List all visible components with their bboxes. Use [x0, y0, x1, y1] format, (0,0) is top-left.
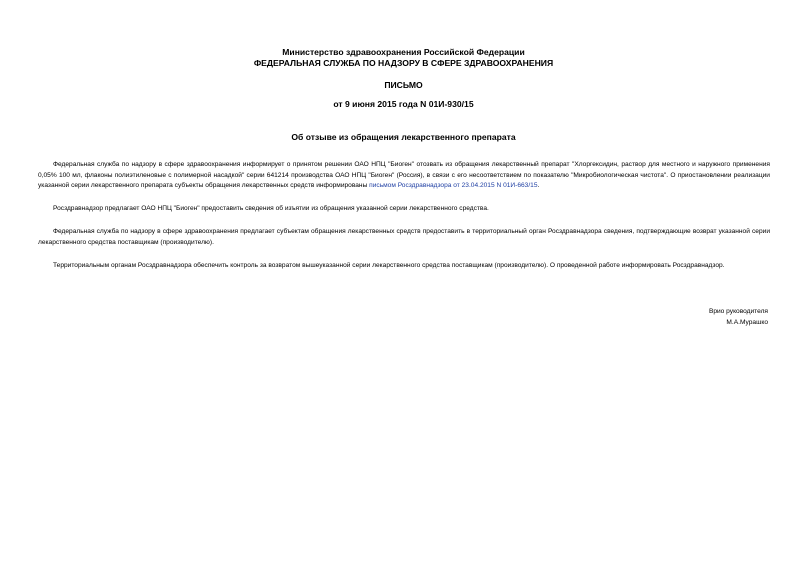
paragraph-2: Росздравнадзор предлагает ОАО НПЦ "Биоген" предоставить сведения об изъятии из обращения указанной серии лекарственного средства. [53, 205, 489, 213]
paragraph-1-text: Федеральная служба по надзору в сфере здравоохранения информирует о принятом решении ОАО НПЦ "Биоген" отозвать из обращения лекарственный препарат "Хлоргексидин, раствор для местного и наружного применения 0,05% 100 мл, флаконы полиэтиленовые с полимерной насадкой" серии 641214 производства ОАО НПЦ "Биоген" (Россия), в связи с его несоответствием по показателю "Микробиологическая чистота". О приостановлении реализации указанной серии лекарственного препарата субъекты обращения лекарственных средств информированы [38, 161, 770, 190]
reference-letter-link[interactable]: письмом Росздравнадзора от 23.04.2015 N 01И-663/15 [369, 182, 538, 190]
signature-block [709, 307, 768, 328]
ministry-heading: Министерство здравоохранения Российской Федерации [282, 47, 525, 57]
signatory-position: Врио руководителя [708, 308, 768, 315]
document-body [38, 160, 770, 284]
paragraph-1-end: . [537, 182, 540, 190]
document-subject: Об отзыве из обращения лекарственного препарата [291, 132, 516, 142]
service-heading: ФЕДЕРАЛЬНАЯ СЛУЖБА ПО НАДЗОРУ В СФЕРЕ ЗДРАВООХРАНЕНИЯ [253, 58, 554, 68]
paragraph-1 [38, 160, 770, 192]
document-type: ПИСЬМО [384, 80, 423, 90]
paragraph-4: Территориальным органам Росздравнадзора обеспечить контроль за возвратом вышеуказанной серии лекарственного средства поставщикам (производителю). О проведенной работе информировать Росздравнадзор. [53, 262, 725, 270]
document-date-number: от 9 июня 2015 года N 01И-930/15 [333, 99, 474, 109]
paragraph-3: Федеральная служба по надзору в сфере здравоохранения предлагает субъектам обращения лекарственных средств предоставить в территориальный орган Росздравнадзора сведения, подтверждающие возврат указанной серии лекарственного средства поставщикам (производителю). [38, 228, 770, 246]
signatory-name: М.А.Мурашко [726, 318, 768, 326]
